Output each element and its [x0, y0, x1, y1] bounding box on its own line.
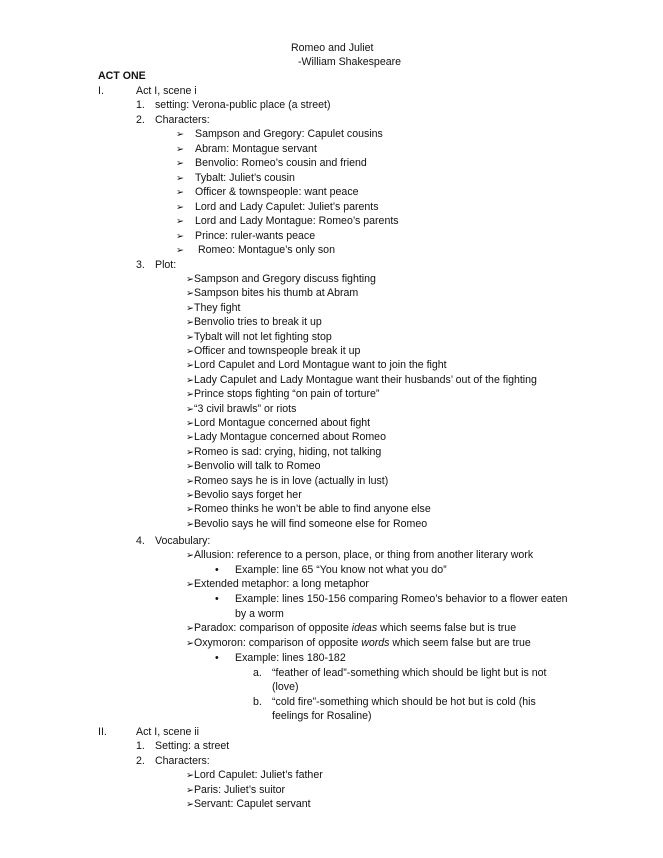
arrow-bullet-icon: ➢	[186, 579, 194, 590]
list-item-text: Romeo: Montague’s only son	[195, 244, 335, 256]
item-number: 3.	[136, 259, 145, 271]
vocab-item	[186, 578, 369, 591]
arrow-bullet-icon: ➢	[186, 518, 194, 530]
list-item-text: Lord Capulet and Lord Montague want to join the fight	[193, 359, 447, 372]
arrow-bullet-icon: ➢	[186, 770, 194, 781]
arrow-bullet-icon: ➢	[186, 461, 194, 473]
arrow-bullet-icon: ➢	[186, 550, 194, 561]
arrow-bullet-icon: ➢	[176, 158, 184, 169]
vocab-heading: Vocabulary:	[155, 535, 211, 547]
sub-item-text-cont: (love)	[272, 681, 299, 693]
list-item	[176, 143, 317, 156]
list-item-text: Paris: Juliet’s suitor	[193, 783, 286, 796]
list-item	[176, 128, 383, 141]
vocab-item	[186, 637, 531, 650]
list-item	[186, 273, 376, 286]
list-item-text: Lord and Lady Montague: Romeo’s parents	[195, 215, 399, 227]
list-item-text: Tybalt: Juliet’s cousin	[195, 171, 295, 184]
arrow-bullet-icon: ➢	[176, 172, 184, 184]
list-item-text: Romeo thinks he won’t be able to find anyone else	[193, 503, 431, 516]
list-item	[176, 172, 295, 185]
list-item	[186, 417, 370, 430]
list-item	[186, 359, 447, 372]
arrow-bullet-icon: ➢	[176, 201, 184, 213]
arrow-bullet-icon: ➢	[176, 143, 184, 155]
dot-bullet-icon: •	[215, 593, 219, 605]
list-item-text: Sampson bites his thumb at Abram	[193, 287, 359, 300]
vocab-text: which seems false but is true	[377, 622, 517, 634]
arrow-bullet-icon: ➢	[186, 504, 194, 516]
list-item	[186, 446, 381, 459]
list-item	[186, 345, 360, 358]
example-text: Example: lines 180-182	[235, 652, 346, 664]
list-item-text: Lord and Lady Capulet: Juliet’s parents	[195, 200, 379, 213]
list-item	[186, 287, 358, 300]
list-item	[186, 798, 311, 811]
arrow-bullet-icon: ➢	[186, 799, 194, 810]
example-text-cont: by a worm	[235, 608, 284, 620]
vocab-text: Allusion: reference to a person, place, or thing from another literary work	[193, 549, 534, 561]
vocab-text: which seem false but are true	[389, 637, 531, 649]
list-item-text: Benvolio tries to break it up	[193, 316, 322, 329]
arrow-bullet-icon: ➢	[186, 490, 194, 501]
item-number: 1.	[136, 99, 145, 111]
dot-bullet-icon: •	[215, 652, 219, 664]
list-item	[186, 460, 321, 473]
list-item	[186, 331, 332, 344]
arrow-bullet-icon: ➢	[186, 403, 194, 415]
list-item-text: Sampson and Gregory: Capulet cousins	[195, 128, 383, 140]
sub-item-label: a.	[253, 667, 262, 679]
dot-bullet-icon: •	[215, 564, 219, 576]
arrow-bullet-icon: ➢	[176, 129, 184, 140]
arrow-bullet-icon: ➢	[176, 216, 184, 227]
list-item-text: Lady Capulet and Lady Montague want their husbands’ out of the fighting	[193, 373, 537, 386]
list-item-text: Romeo is sad: crying, hiding, not talking	[193, 445, 382, 458]
arrow-bullet-icon: ➢	[186, 389, 194, 401]
arrow-bullet-icon: ➢	[176, 245, 184, 256]
vocab-text: Paradox: comparison of opposite	[193, 622, 352, 634]
vocab-text: Oxymoron: comparison of opposite	[193, 637, 362, 649]
sub-item-text: “feather of lead”-something which should be light but is not	[272, 667, 547, 679]
setting-text: Setting: a street	[155, 740, 230, 752]
item-number: 1.	[136, 740, 145, 752]
vocab-emphasis: ideas	[351, 622, 378, 634]
list-item	[186, 503, 431, 516]
item-number: 2.	[136, 114, 145, 126]
section-numeral: II.	[98, 726, 107, 738]
list-item	[186, 784, 285, 797]
list-item-text: Officer & townspeople: want peace	[195, 186, 359, 198]
list-item-text: Officer and townspeople break it up	[193, 345, 361, 357]
arrow-bullet-icon: ➢	[176, 187, 184, 198]
arrow-bullet-icon: ➢	[186, 346, 194, 357]
arrow-bullet-icon: ➢	[186, 623, 194, 634]
list-item-text: Romeo says he is in love (actually in lust)	[193, 474, 389, 487]
list-item	[186, 769, 323, 782]
doc-title: Romeo and Juliet	[291, 42, 374, 54]
list-item	[186, 403, 296, 416]
vocab-item	[186, 622, 516, 635]
list-item	[176, 244, 335, 257]
example-text: Example: lines 150-156 comparing Romeo’s behavior to a flower eaten	[235, 593, 568, 605]
sub-item-text-cont: feelings for Rosaline)	[272, 710, 372, 722]
list-item	[176, 230, 315, 243]
arrow-bullet-icon: ➢	[186, 418, 194, 429]
list-item-text: Lord Capulet: Juliet’s father	[193, 769, 323, 781]
list-item	[186, 489, 302, 502]
list-item-text: Abram: Montague servant	[195, 142, 317, 155]
list-item-text: Bevolio says he will find someone else for Romeo	[193, 517, 428, 530]
sub-item-label: b.	[253, 696, 262, 708]
arrow-bullet-icon: ➢	[186, 446, 194, 458]
characters-heading: Characters:	[155, 755, 210, 767]
doc-author: -William Shakespeare	[298, 56, 402, 68]
list-item-text: Tybalt will not let fighting stop	[193, 330, 332, 343]
arrow-bullet-icon: ➢	[186, 432, 194, 444]
arrow-bullet-icon: ➢	[186, 331, 194, 343]
list-item-text: Sampson and Gregory discuss fighting	[193, 273, 376, 285]
item-number: 2.	[136, 755, 145, 767]
arrow-bullet-icon: ➢	[186, 374, 194, 386]
arrow-bullet-icon: ➢	[186, 274, 194, 285]
list-item	[186, 374, 537, 387]
list-item-text: Servant: Capulet servant	[193, 798, 311, 810]
arrow-bullet-icon: ➢	[186, 475, 194, 487]
arrow-bullet-icon: ➢	[186, 288, 194, 300]
list-item-text: Benvolio: Romeo’s cousin and friend	[195, 157, 367, 169]
section-heading: Act I, scene i	[136, 85, 197, 97]
arrow-bullet-icon: ➢	[176, 230, 184, 242]
list-item-text: “3 civil brawls” or riots	[193, 402, 297, 415]
characters-heading: Characters:	[155, 114, 210, 126]
list-item	[186, 431, 386, 444]
vocab-emphasis: words	[361, 637, 390, 649]
list-item	[186, 518, 427, 531]
list-item-text: Lady Montague concerned about Romeo	[193, 431, 386, 444]
list-item	[176, 186, 359, 199]
item-number: 4.	[136, 535, 145, 547]
vocab-text: Extended metaphor: a long metaphor	[193, 578, 369, 590]
list-item	[186, 475, 388, 488]
section-heading: Act I, scene ii	[136, 726, 199, 738]
example-text: Example: line 65 “You know not what you do”	[235, 564, 447, 576]
list-item-text: Prince: ruler-wants peace	[195, 229, 316, 242]
list-item	[186, 302, 241, 315]
list-item-text: Prince stops fighting “on pain of torture”	[193, 388, 380, 401]
act-heading: ACT ONE	[98, 70, 146, 82]
sub-item-text: “cold fire”-something which should be hot but is cold (his	[272, 696, 536, 708]
section-numeral: I.	[98, 85, 104, 97]
list-item-text: They fight	[193, 301, 241, 314]
plot-heading: Plot:	[155, 259, 177, 271]
list-item-text: Bevolio says forget her	[193, 489, 302, 501]
list-item-text: Lord Montague concerned about fight	[193, 417, 371, 429]
setting-text: setting: Verona-public place (a street)	[155, 99, 331, 111]
list-item	[176, 215, 399, 228]
arrow-bullet-icon: ➢	[186, 302, 194, 314]
arrow-bullet-icon: ➢	[186, 360, 194, 372]
arrow-bullet-icon: ➢	[186, 638, 194, 649]
list-item-text: Benvolio will talk to Romeo	[193, 460, 321, 473]
list-item	[176, 201, 379, 214]
arrow-bullet-icon: ➢	[186, 784, 194, 796]
list-item	[186, 316, 322, 329]
list-item	[186, 388, 379, 401]
vocab-item	[186, 549, 533, 562]
list-item	[176, 157, 367, 170]
arrow-bullet-icon: ➢	[186, 317, 194, 329]
